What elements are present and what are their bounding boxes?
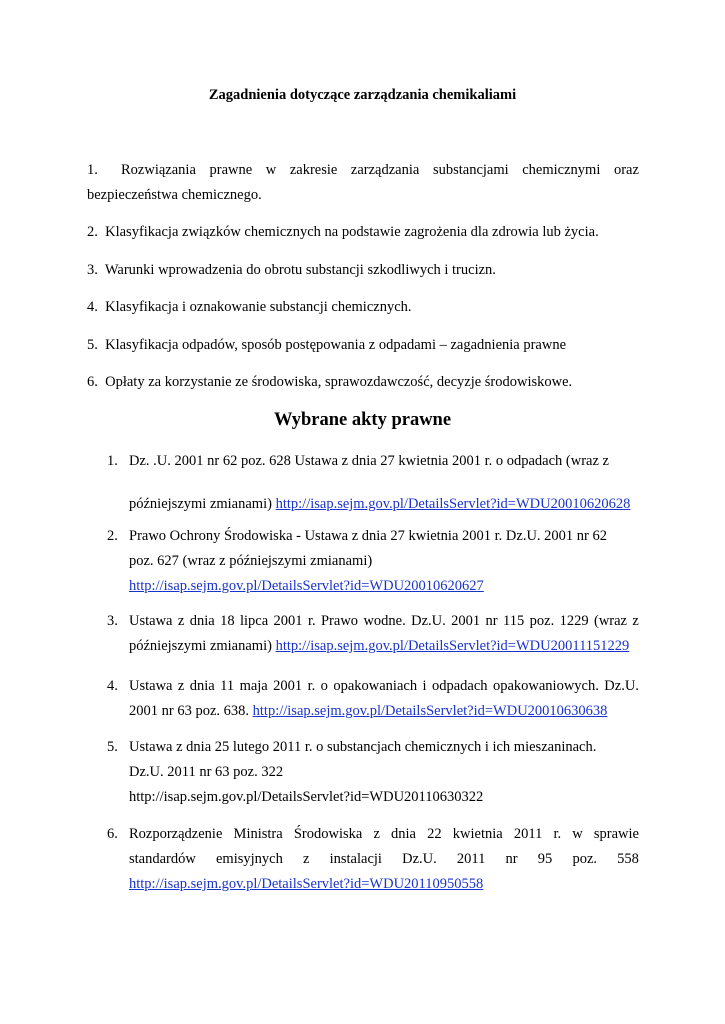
word: dnia <box>189 613 215 629</box>
word: 18 <box>220 613 235 629</box>
topic-item-6 <box>87 372 639 392</box>
word: sprawie <box>593 826 639 842</box>
act-item-3 <box>107 609 639 659</box>
word: dnia <box>391 826 416 842</box>
word: dnia <box>189 678 215 694</box>
word: r. <box>307 613 316 629</box>
word: 2001 <box>451 613 481 629</box>
word: o <box>320 678 328 694</box>
word: instalacji <box>329 851 382 867</box>
act-text <box>129 609 639 634</box>
act-text-continued: poz. 627 (wraz z późniejszymi zmianami) <box>129 553 373 569</box>
topic-text: Warunki wprowadzenia do obrotu substancji szkodliwych i trucizn. <box>104 262 496 278</box>
word: zarządzania <box>350 162 420 178</box>
act-link[interactable]: http://isap.sejm.gov.pl/DetailsServlet?id=WDU20010620627 <box>129 578 484 594</box>
word: 22 <box>427 826 442 842</box>
word: w <box>572 826 583 842</box>
act-link[interactable]: http://isap.sejm.gov.pl/DetailsServlet?id=WDU20010620628 <box>275 496 631 512</box>
topic-number: 5. <box>87 337 98 353</box>
word: poz. <box>529 613 555 629</box>
word: 2001 <box>273 613 303 629</box>
word: Dz.U. <box>402 851 437 867</box>
act-text <box>129 674 639 699</box>
word: zakresie <box>289 162 338 178</box>
act-text <box>129 822 639 847</box>
act-text-tail: późniejszymi zmianami) <box>129 496 276 512</box>
act-item-5 <box>107 735 639 810</box>
word: Rozwiązania <box>121 162 196 178</box>
word: chemicznymi <box>522 162 601 178</box>
topic-item-3 <box>87 260 639 280</box>
word: odpadach <box>431 678 488 694</box>
act-number: 1. <box>107 453 118 469</box>
word: Prawo <box>320 613 359 629</box>
act-number: 3. <box>107 613 118 629</box>
word: substancjami <box>432 162 509 178</box>
word: z <box>177 678 185 694</box>
word: z <box>177 613 185 629</box>
act-item-2 <box>107 524 639 599</box>
word: 2011 <box>513 826 543 842</box>
topic-item-2 <box>87 222 639 242</box>
word: emisyjnych <box>216 851 283 867</box>
act-item-1 <box>107 449 639 517</box>
topic-item-1 <box>87 160 639 205</box>
act-text-tail: 2001 nr 63 poz. 638. <box>129 703 253 719</box>
word: Dz.U. <box>411 613 446 629</box>
word: r. <box>307 678 316 694</box>
word: 95 <box>537 851 553 867</box>
word: z <box>632 613 639 629</box>
word: maja <box>239 678 268 694</box>
act-link[interactable]: http://isap.sejm.gov.pl/DetailsServlet?id=WDU20110950558 <box>129 876 484 892</box>
word: 558 <box>617 851 639 867</box>
topic-number: 3. <box>87 262 98 278</box>
act-link-plain: http://isap.sejm.gov.pl/DetailsServlet?id=WDU20110630322 <box>129 789 484 805</box>
act-item-6 <box>107 822 639 897</box>
word: opakowaniach <box>333 678 418 694</box>
word: w <box>265 162 277 178</box>
topic-number: 6. <box>87 374 98 390</box>
act-text-continued <box>129 634 639 659</box>
act-link-line <box>129 574 639 599</box>
word: Ustawa <box>129 613 173 629</box>
word: wodne. <box>363 613 406 629</box>
act-text: Prawo Ochrony Środowiska - Ustawa z dnia 27 kwietnia 2001 r. Dz.U. 2001 nr 62 <box>129 528 608 544</box>
topic-text: Klasyfikacja odpadów, sposób postępowania z odpadami – zagadnienia prawne <box>105 337 567 353</box>
act-link[interactable]: http://isap.sejm.gov.pl/DetailsServlet?id=WDU20011151229 <box>275 638 630 654</box>
word: r. <box>553 826 562 842</box>
topic-text-continued: bezpieczeństwa chemicznego. <box>87 187 262 203</box>
word: i <box>422 678 427 694</box>
act-item-4 <box>107 674 639 724</box>
topic-text: Klasyfikacja i oznakowanie substancji chemicznych. <box>105 299 412 315</box>
word: z <box>373 826 380 842</box>
word: oraz <box>613 162 639 178</box>
act-text-tail: późniejszymi zmianami) <box>129 638 276 654</box>
word: kwietnia <box>452 826 503 842</box>
word: standardów <box>129 851 196 867</box>
word: 1229 <box>559 613 589 629</box>
word: Środowiska <box>293 826 363 842</box>
word: Ustawa <box>129 678 173 694</box>
act-number: 6. <box>107 826 118 842</box>
act-text-continued: Dz.U. 2011 nr 63 poz. 322 <box>129 764 284 780</box>
document-title: Zagadnienia dotyczące zarządzania chemikaliami <box>208 87 517 103</box>
topic-item-5 <box>87 335 639 355</box>
topic-text: Opłaty za korzystanie ze środowiska, sprawozdawczość, decyzje środowiskowe. <box>105 374 573 390</box>
word: 2011 <box>456 851 486 867</box>
topic-text: Klasyfikacja związków chemicznych na podstawie zagrożenia dla zdrowia lub życia. <box>105 224 599 240</box>
word: Rozporządzenie <box>129 826 223 842</box>
act-text: Ustawa z dnia 25 lutego 2011 r. o substancjach chemicznych i ich mieszaninach. <box>129 739 597 755</box>
word: z <box>303 851 310 867</box>
topic-text <box>121 160 639 180</box>
topic-number: 2. <box>87 224 98 240</box>
word: 115 <box>503 613 525 629</box>
act-text-continued <box>129 699 639 724</box>
act-number: 4. <box>107 678 118 694</box>
act-number: 2. <box>107 528 118 544</box>
act-link[interactable]: http://isap.sejm.gov.pl/DetailsServlet?id=WDU20010630638 <box>252 703 608 719</box>
word: lipca <box>239 613 269 629</box>
word: nr <box>485 613 498 629</box>
word: 2001 <box>273 678 303 694</box>
act-link-line <box>129 872 639 897</box>
topic-item-4 <box>87 297 639 317</box>
word: opakowaniowych. <box>492 678 599 694</box>
word: poz. <box>572 851 597 867</box>
word: Dz.U. <box>604 678 639 694</box>
section-heading: Wybrane akty prawne <box>273 410 452 430</box>
act-number: 5. <box>107 739 118 755</box>
word: 11 <box>220 678 235 694</box>
topic-number: 4. <box>87 299 98 315</box>
act-text-continued <box>129 847 639 872</box>
topic-number: 1. <box>87 162 98 178</box>
act-text-continued <box>129 492 639 517</box>
act-text: Dz. .U. 2001 nr 62 poz. 628 Ustawa z dnia 27 kwietnia 2001 r. o odpadach (wraz z <box>129 453 609 469</box>
word: Ministra <box>233 826 283 842</box>
word: nr <box>505 851 518 867</box>
word: (wraz <box>593 613 627 629</box>
word: prawne <box>209 162 253 178</box>
